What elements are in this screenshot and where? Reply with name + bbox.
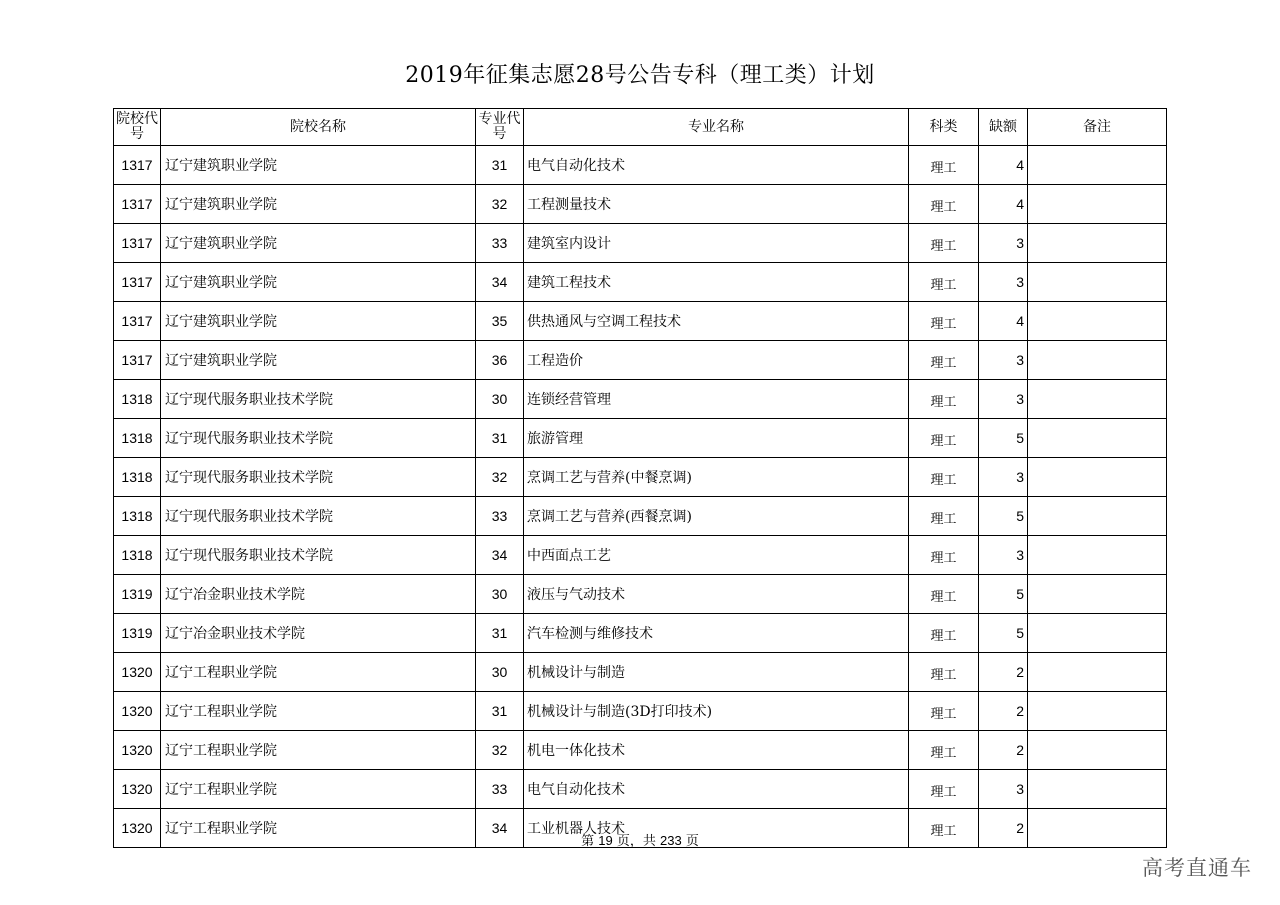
cell-category: 理工 xyxy=(909,224,979,263)
page-footer xyxy=(0,830,1280,849)
cell-major-code: 33 xyxy=(476,497,524,536)
cell-school-name: 辽宁现代服务职业技术学院 xyxy=(161,497,476,536)
cell-remark xyxy=(1028,146,1167,185)
page-title: 2019年征集志愿28号公告专科（理工类）计划 xyxy=(405,63,875,88)
cell-quota: 5 xyxy=(979,497,1028,536)
cell-major-code: 31 xyxy=(476,419,524,458)
cell-category: 理工 xyxy=(909,809,979,848)
cell-quota: 3 xyxy=(979,263,1028,302)
table-row xyxy=(114,653,1167,692)
cell-quota: 3 xyxy=(979,770,1028,809)
header-quota: 缺额 xyxy=(979,109,1028,146)
table-body xyxy=(114,146,1167,848)
footer-prefix: 第 xyxy=(581,834,595,849)
cell-category: 理工 xyxy=(909,575,979,614)
cell-quota: 5 xyxy=(979,575,1028,614)
cell-major-name: 电气自动化技术 xyxy=(524,770,909,809)
table-row xyxy=(114,731,1167,770)
header-major-name: 专业名称 xyxy=(524,109,909,146)
cell-quota: 4 xyxy=(979,302,1028,341)
cell-major-code: 34 xyxy=(476,809,524,848)
cell-school-code: 1317 xyxy=(114,302,161,341)
cell-quota: 3 xyxy=(979,380,1028,419)
cell-remark xyxy=(1028,419,1167,458)
cell-category: 理工 xyxy=(909,497,979,536)
table-row xyxy=(114,575,1167,614)
cell-remark xyxy=(1028,731,1167,770)
cell-remark xyxy=(1028,497,1167,536)
cell-school-name: 辽宁冶金职业技术学院 xyxy=(161,614,476,653)
table-row xyxy=(114,263,1167,302)
cell-school-code: 1317 xyxy=(114,263,161,302)
table-row xyxy=(114,185,1167,224)
cell-remark xyxy=(1028,575,1167,614)
cell-quota: 4 xyxy=(979,146,1028,185)
cell-major-name: 旅游管理 xyxy=(524,419,909,458)
cell-school-code: 1318 xyxy=(114,536,161,575)
table-row xyxy=(114,146,1167,185)
cell-major-code: 30 xyxy=(476,380,524,419)
cell-school-code: 1320 xyxy=(114,653,161,692)
header-school-name: 院校名称 xyxy=(161,109,476,146)
cell-category: 理工 xyxy=(909,341,979,380)
cell-school-name: 辽宁建筑职业学院 xyxy=(161,341,476,380)
cell-school-code: 1318 xyxy=(114,380,161,419)
cell-major-name: 建筑室内设计 xyxy=(524,224,909,263)
cell-category: 理工 xyxy=(909,536,979,575)
footer-page-number: 19 xyxy=(598,833,613,848)
cell-remark xyxy=(1028,770,1167,809)
cell-major-name: 工程造价 xyxy=(524,341,909,380)
cell-major-code: 36 xyxy=(476,341,524,380)
cell-quota: 3 xyxy=(979,458,1028,497)
cell-quota: 2 xyxy=(979,653,1028,692)
cell-school-code: 1319 xyxy=(114,575,161,614)
cell-category: 理工 xyxy=(909,731,979,770)
table-row xyxy=(114,419,1167,458)
table-row xyxy=(114,458,1167,497)
cell-school-code: 1318 xyxy=(114,419,161,458)
cell-quota: 3 xyxy=(979,536,1028,575)
cell-major-name: 机械设计与制造 xyxy=(524,653,909,692)
cell-school-name: 辽宁建筑职业学院 xyxy=(161,185,476,224)
cell-school-code: 1318 xyxy=(114,458,161,497)
cell-school-name: 辽宁建筑职业学院 xyxy=(161,146,476,185)
cell-category: 理工 xyxy=(909,419,979,458)
table-row xyxy=(114,536,1167,575)
cell-category: 理工 xyxy=(909,263,979,302)
cell-category: 理工 xyxy=(909,692,979,731)
table-row xyxy=(114,614,1167,653)
cell-school-name: 辽宁冶金职业技术学院 xyxy=(161,575,476,614)
cell-quota: 3 xyxy=(979,224,1028,263)
cell-major-code: 33 xyxy=(476,224,524,263)
cell-school-name: 辽宁现代服务职业技术学院 xyxy=(161,419,476,458)
cell-quota: 4 xyxy=(979,185,1028,224)
table-header-row xyxy=(114,109,1167,146)
cell-school-name: 辽宁现代服务职业技术学院 xyxy=(161,536,476,575)
table-row xyxy=(114,302,1167,341)
cell-school-name: 辽宁建筑职业学院 xyxy=(161,224,476,263)
table-row xyxy=(114,497,1167,536)
cell-category: 理工 xyxy=(909,614,979,653)
cell-quota: 2 xyxy=(979,692,1028,731)
cell-major-code: 30 xyxy=(476,653,524,692)
cell-major-name: 工业机器人技术 xyxy=(524,809,909,848)
cell-major-name: 供热通风与空调工程技术 xyxy=(524,302,909,341)
cell-major-code: 30 xyxy=(476,575,524,614)
cell-major-name: 液压与气动技术 xyxy=(524,575,909,614)
cell-school-code: 1317 xyxy=(114,146,161,185)
cell-category: 理工 xyxy=(909,302,979,341)
cell-quota: 5 xyxy=(979,419,1028,458)
cell-school-code: 1319 xyxy=(114,614,161,653)
cell-school-name: 辽宁工程职业学院 xyxy=(161,770,476,809)
footer-middle: 页，共 xyxy=(616,834,656,849)
cell-school-name: 辽宁工程职业学院 xyxy=(161,809,476,848)
cell-major-code: 34 xyxy=(476,263,524,302)
cell-major-code: 32 xyxy=(476,731,524,770)
cell-major-code: 32 xyxy=(476,185,524,224)
cell-major-code: 35 xyxy=(476,302,524,341)
cell-major-name: 汽车检测与维修技术 xyxy=(524,614,909,653)
cell-quota: 2 xyxy=(979,809,1028,848)
cell-major-code: 33 xyxy=(476,770,524,809)
cell-category: 理工 xyxy=(909,653,979,692)
cell-school-name: 辽宁工程职业学院 xyxy=(161,653,476,692)
cell-major-name: 中西面点工艺 xyxy=(524,536,909,575)
table-row xyxy=(114,692,1167,731)
cell-school-code: 1317 xyxy=(114,341,161,380)
cell-school-code: 1320 xyxy=(114,809,161,848)
cell-school-name: 辽宁现代服务职业技术学院 xyxy=(161,458,476,497)
cell-school-name: 辽宁建筑职业学院 xyxy=(161,263,476,302)
cell-major-name: 工程测量技术 xyxy=(524,185,909,224)
cell-quota: 5 xyxy=(979,614,1028,653)
cell-major-code: 32 xyxy=(476,458,524,497)
cell-remark xyxy=(1028,692,1167,731)
cell-major-name: 机械设计与制造(3D打印技术) xyxy=(524,692,909,731)
cell-remark xyxy=(1028,302,1167,341)
cell-major-name: 机电一体化技术 xyxy=(524,731,909,770)
cell-category: 理工 xyxy=(909,458,979,497)
footer-total-pages: 233 xyxy=(660,833,682,848)
cell-quota: 2 xyxy=(979,731,1028,770)
watermark: 高考直通车 xyxy=(1142,856,1252,880)
cell-school-code: 1320 xyxy=(114,692,161,731)
table-row xyxy=(114,770,1167,809)
cell-school-name: 辽宁建筑职业学院 xyxy=(161,302,476,341)
table-row xyxy=(114,380,1167,419)
cell-major-code: 31 xyxy=(476,692,524,731)
cell-major-name: 建筑工程技术 xyxy=(524,263,909,302)
cell-category: 理工 xyxy=(909,146,979,185)
header-school-code: 院校代号 xyxy=(114,109,161,146)
cell-school-code: 1320 xyxy=(114,731,161,770)
cell-school-name: 辽宁工程职业学院 xyxy=(161,731,476,770)
cell-remark xyxy=(1028,653,1167,692)
cell-major-code: 34 xyxy=(476,536,524,575)
cell-remark xyxy=(1028,224,1167,263)
cell-remark xyxy=(1028,614,1167,653)
table-row xyxy=(114,341,1167,380)
cell-school-name: 辽宁现代服务职业技术学院 xyxy=(161,380,476,419)
cell-quota: 3 xyxy=(979,341,1028,380)
cell-remark xyxy=(1028,263,1167,302)
cell-school-code: 1318 xyxy=(114,497,161,536)
header-category: 科类 xyxy=(909,109,979,146)
cell-remark xyxy=(1028,536,1167,575)
table-row xyxy=(114,224,1167,263)
cell-major-code: 31 xyxy=(476,146,524,185)
cell-category: 理工 xyxy=(909,770,979,809)
header-remark: 备注 xyxy=(1028,109,1167,146)
cell-remark xyxy=(1028,185,1167,224)
header-major-code: 专业代号 xyxy=(476,109,524,146)
cell-category: 理工 xyxy=(909,380,979,419)
footer-suffix: 页 xyxy=(685,834,699,849)
cell-school-code: 1317 xyxy=(114,185,161,224)
cell-remark xyxy=(1028,380,1167,419)
cell-remark xyxy=(1028,341,1167,380)
cell-major-name: 电气自动化技术 xyxy=(524,146,909,185)
cell-school-code: 1320 xyxy=(114,770,161,809)
cell-school-name: 辽宁工程职业学院 xyxy=(161,692,476,731)
cell-major-name: 烹调工艺与营养(中餐烹调) xyxy=(524,458,909,497)
cell-remark xyxy=(1028,458,1167,497)
cell-category: 理工 xyxy=(909,185,979,224)
plan-table xyxy=(113,108,1167,848)
cell-school-code: 1317 xyxy=(114,224,161,263)
cell-major-code: 31 xyxy=(476,614,524,653)
cell-major-name: 烹调工艺与营养(西餐烹调) xyxy=(524,497,909,536)
cell-major-name: 连锁经营管理 xyxy=(524,380,909,419)
